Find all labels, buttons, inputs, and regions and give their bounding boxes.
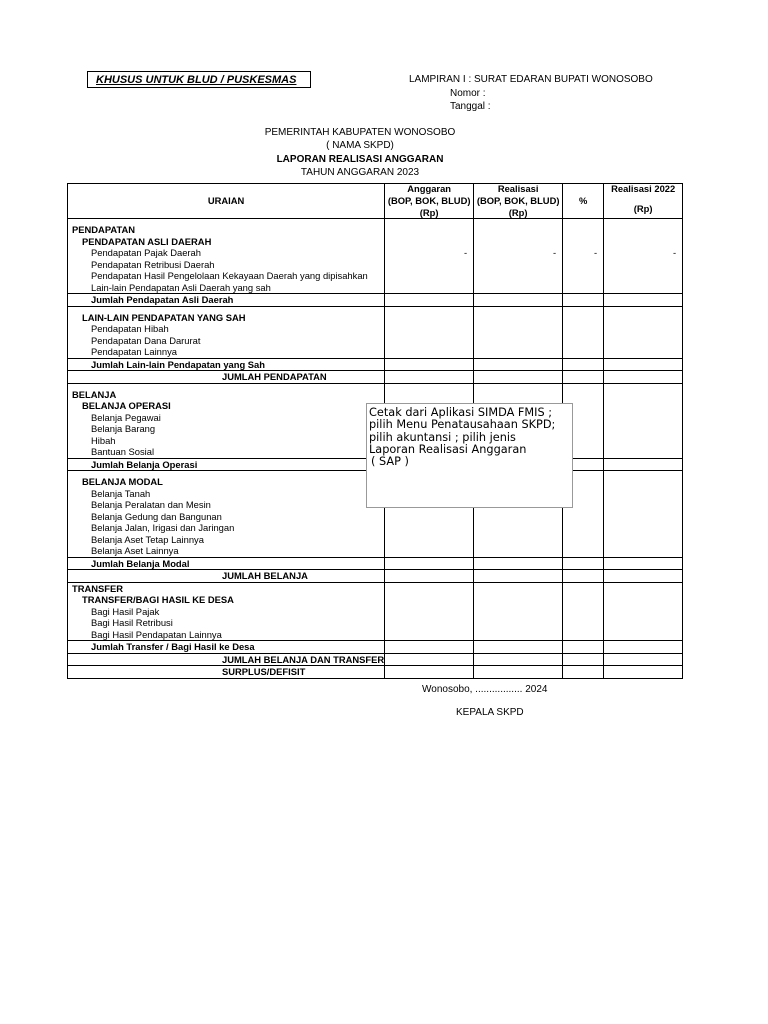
row-label: Jumlah Belanja Modal: [68, 557, 385, 570]
col-realisasi-l3: (Rp): [508, 207, 528, 218]
table-row: [68, 617, 683, 629]
note-line: ( SAP ): [371, 455, 409, 469]
row-label: TRANSFER/BAGI HASIL KE DESA: [68, 594, 385, 606]
col-realisasi-l2: (BOP, BOK, BLUD): [476, 195, 560, 206]
table-row: [68, 236, 683, 248]
anggaran-value: -: [385, 247, 474, 259]
row-label: Pendapatan Dana Darurat: [68, 335, 385, 347]
table-row: [68, 259, 683, 271]
col-anggaran: [385, 184, 474, 219]
row-label: Jumlah Transfer / Bagi Hasil ke Desa: [68, 641, 385, 654]
row-label: Pendapatan Lainnya: [68, 346, 385, 358]
table-row: [68, 294, 683, 307]
col-percent: %: [563, 184, 604, 219]
table-row: [68, 606, 683, 618]
row-label: Belanja Pegawai: [68, 412, 385, 424]
row-label: Bagi Hasil Retribusi: [68, 617, 385, 629]
row-label: Pendapatan Hasil Pengelolaan Kekayaan Daerah yang dipisahkan: [68, 270, 385, 282]
row-label: JUMLAH BELANJA: [68, 570, 385, 583]
table-row: [68, 511, 683, 523]
row-label: BELANJA OPERASI: [68, 400, 385, 412]
table-header: [68, 184, 683, 219]
table-row: [68, 371, 683, 384]
table-row: [68, 522, 683, 534]
col-uraian: URAIAN: [68, 184, 385, 219]
realisasi-2022-value: -: [604, 247, 683, 259]
row-label: Jumlah Belanja Operasi: [68, 458, 385, 471]
row-label: JUMLAH PENDAPATAN: [68, 371, 385, 384]
col-anggaran-l1: Anggaran: [407, 183, 452, 194]
table-row: [68, 312, 683, 324]
row-label: Belanja Tanah: [68, 488, 385, 500]
table-row: [68, 666, 683, 679]
table-row: [68, 346, 683, 358]
table-row: [68, 282, 683, 294]
row-label: BELANJA: [68, 389, 385, 401]
row-label: Belanja Jalan, Irigasi dan Jaringan: [68, 522, 385, 534]
place-date: Wonosobo, ................. 2024: [422, 684, 548, 695]
col-realisasi: [474, 184, 563, 219]
table-row: [68, 534, 683, 546]
row-label: SURPLUS/DEFISIT: [68, 666, 385, 679]
row-label: Belanja Barang: [68, 423, 385, 435]
blud-puskesmas-tag: KHUSUS UNTUK BLUD / PUSKESMAS: [87, 71, 311, 88]
row-label: Bagi Hasil Pendapatan Lainnya: [68, 629, 385, 641]
table-row: [68, 270, 683, 282]
col-anggaran-l2: (BOP, BOK, BLUD): [387, 195, 471, 206]
lampiran-label: LAMPIRAN I : SURAT EDARAN BUPATI WONOSOBO: [409, 74, 653, 85]
signer-title: KEPALA SKPD: [456, 707, 524, 718]
col-anggaran-l3: (Rp): [419, 207, 439, 218]
row-label: Belanja Aset Lainnya: [68, 545, 385, 557]
col-r2022-l1: Realisasi 2022: [611, 183, 676, 194]
skpd-name: ( NAMA SKPD): [326, 140, 394, 151]
row-label: Belanja Aset Tetap Lainnya: [68, 534, 385, 546]
realisasi-value: -: [474, 247, 563, 259]
table-row: [68, 557, 683, 570]
nomor-label: Nomor :: [450, 88, 486, 99]
note-line: Laporan Realisasi Anggaran: [369, 442, 527, 456]
row-label: JUMLAH BELANJA DAN TRANSFER: [68, 653, 385, 666]
table-row: [68, 323, 683, 335]
table-row: [68, 570, 683, 583]
government-name: PEMERINTAH KABUPATEN WONOSOBO: [264, 127, 456, 138]
fiscal-year: TAHUN ANGGARAN 2023: [300, 167, 420, 178]
row-label: Belanja Peralatan dan Mesin: [68, 499, 385, 511]
row-label: Bantuan Sosial: [68, 446, 385, 458]
note-line: pilih akuntansi ; pilih jenis: [369, 430, 516, 444]
row-label: TRANSFER: [68, 582, 385, 594]
row-label: Pendapatan Retribusi Daerah: [68, 259, 385, 271]
table-row: [68, 224, 683, 236]
row-label: Jumlah Pendapatan Asli Daerah: [68, 294, 385, 307]
row-label: Bagi Hasil Pajak: [68, 606, 385, 618]
table-row: [68, 594, 683, 606]
tanggal-label: Tanggal :: [450, 101, 491, 112]
row-label: PENDAPATAN ASLI DAERAH: [68, 236, 385, 248]
table-row: [68, 247, 683, 259]
table-row: [68, 641, 683, 654]
row-label: PENDAPATAN: [68, 224, 385, 236]
row-label: LAIN-LAIN PENDAPATAN YANG SAH: [68, 312, 385, 324]
table-row: [68, 653, 683, 666]
table-row: [68, 545, 683, 557]
row-label: Lain-lain Pendapatan Asli Daerah yang sah: [68, 282, 385, 294]
row-label: Pendapatan Pajak Daerah: [68, 247, 385, 259]
table-row: [68, 582, 683, 594]
table-row: [68, 389, 683, 401]
row-label: Jumlah Lain-lain Pendapatan yang Sah: [68, 358, 385, 371]
report-title: LAPORAN REALISASI ANGGARAN: [276, 154, 444, 165]
table-row: [68, 358, 683, 371]
instruction-note: [366, 403, 573, 508]
percent-value: -: [563, 247, 604, 259]
row-label: Belanja Gedung dan Bangunan: [68, 511, 385, 523]
row-label: Pendapatan Hibah: [68, 323, 385, 335]
row-label: Hibah: [68, 435, 385, 447]
table-row: [68, 629, 683, 641]
table-row: [68, 335, 683, 347]
col-realisasi-l1: Realisasi: [497, 183, 539, 194]
note-line: pilih Menu Penatausahaan SKPD;: [369, 418, 556, 432]
note-line: Cetak dari Aplikasi SIMDA FMIS ;: [369, 406, 553, 419]
col-r2022-l2: (Rp): [633, 203, 653, 214]
row-label: BELANJA MODAL: [68, 476, 385, 488]
col-realisasi-2022: [604, 184, 683, 219]
